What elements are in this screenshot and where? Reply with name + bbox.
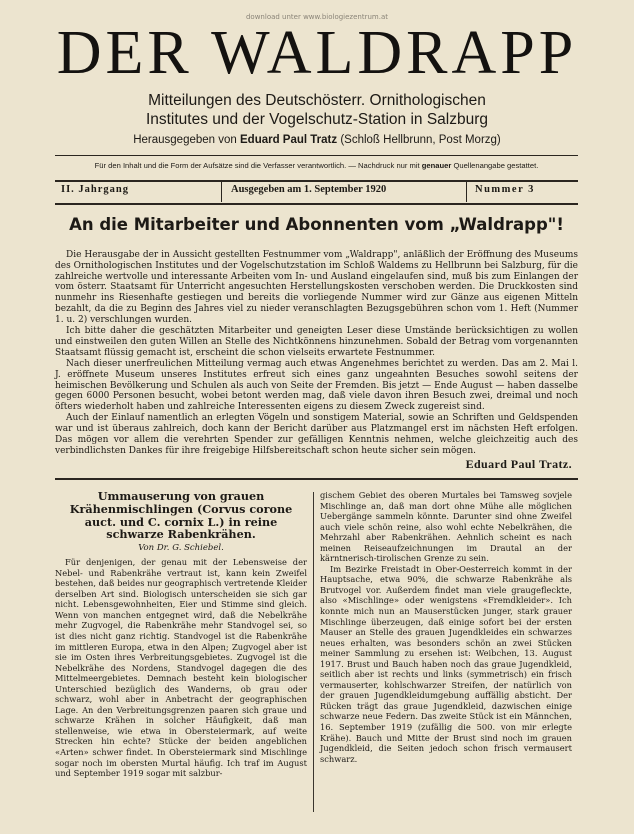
issue-separator-2 <box>466 180 467 202</box>
article-left-column <box>55 490 307 779</box>
watermark: download unter www.biologiezentrum.at <box>245 13 388 21</box>
issue-date: Ausgegeben am 1. September 1920 <box>231 184 387 195</box>
masthead-title: DER WALDRAPP <box>56 19 578 87</box>
issue-bar <box>55 180 578 202</box>
notice-paragraph: Nach dieser unerfreulichen Mitteilung vermag auch etwas Angenehmes berichtet zu werden. Das am 2. Mai l. J. eröffnete Museum unseres Institutes erfreut sich eines ganz ungeahnten Besuches sowohl seitens der heimischen Bevölkerung und Schulen als auch von Seite der Fremden. Bis jetzt — Ende August — haben dasselbe gegen 6000 Personen besucht, wobei betont werden mag, daß viele davon ihren Besuch zwei, dreimal und noch öfters wiederholt haben und zahlreiche Interessenten eigens zu diesem Zweck zugereist sind. <box>55 358 578 413</box>
issue-separator-1 <box>221 180 222 202</box>
editor-line <box>0 134 634 146</box>
subtitle-line-1: Mitteilungen des Deutschösterr. Ornithologischen <box>148 92 486 109</box>
disclaimer <box>55 161 578 170</box>
issue-bar-bottom-rule <box>55 203 578 205</box>
editor-suffix: (Schloß Hellbrunn, Post Morzg) <box>337 134 501 146</box>
issue-volume: II. Jahrgang <box>61 184 130 195</box>
notice-paragraph: Die Herausgabe der in Aussicht gestellten Festnummer vom „Waldrapp", anläßlich der Eröffnung des Museums des Ornithologischen Institutes und der Vogelschutzstation im Schloß Waldems zu Hellbrunn bei Salzburg, für die zahlreiche wertvolle und interessante Arbeiten vom In- und Ausland eingelaufen sind, muß bis zum Einlangen der vom österr. Staatsamt für Unterricht angesuchten Herstellungskosten verschoben werden. Die Druckkosten sind nunmehr ins Riesenhafte gestiegen und bereits die vorliegende Nummer wird zur Gänze aus eigenen Mitteln bezahlt, da die zu Beginn des Jahres viel zu nieder veranschlagten Bezugsgebühren schon vom 1. Heft (Nummer 1. u. 2) verschlungen wurden. <box>55 250 578 325</box>
article-paragraph: Im Bezirke Freistadt in Ober-Oesterreich kommt in der Hauptsache, etwa 90%, die schwarze Rabenkrähe als Brutvogel vor. Außerdem findet man viele graugefleckte, also «Mischlinge» oder wenigstens «Fremdkleider». Ich konnte mich nun an Mauserstücken junger, stark grauer Mischlinge überzeugen, daß einige sofort bei der ersten Mauser an Stelle des grauen Jugendkleides ein schwarzes neues erhalten, was besonders schön an zwei Stücken meiner Sammlung zu ersehen ist: Weibchen, 13. August 1917. Brust und Bauch haben noch das graue Jugendkleid, seitlich aber ist rechts und links (symmetrisch) ein frisch vermauserter, kohlschwarzer Streifen, der natürlich von der grauen Jugendkleidumgebung auffällig absticht. Der Rücken trägt das graue Jugendkleid, dazwischen einige schwarze neue Federn. Das zweite Stück ist ein Männchen, 16. September 1919 (zufällig die 500. von mir erlegte Krähe). Bauch und Mitte der Brust sind noch im grauen Jugendkleid, die Seiten jedoch schon frisch vermausert schwarz. <box>320 563 572 764</box>
article-title: Ummauserung von grauen Krähenmischlingen (Corvus corone auct. und C. cornix L.) in reine schwarze Rabenkrähen. <box>69 489 293 542</box>
notice-paragraph: Ich bitte daher die geschätzten Mitarbeiter und geneigten Leser diese Umstände berücksichtigen zu wollen und einstweilen den guten Willen an Stelle des Nichtkönnens hinzunehmen. Sobald der Betrag vom vorgenannten Staatsamt flüssig gemacht ist, erscheint die schon vielseits erwartete Festnummer. <box>55 326 578 358</box>
section-rule <box>55 478 578 480</box>
subtitle-line-2: Institutes und der Vogelschutz-Station in Salzburg <box>145 111 489 128</box>
issue-number: Nummer 3 <box>475 184 535 195</box>
editor-name: Eduard Paul Tratz <box>240 134 338 146</box>
disclaimer-bold: genauer <box>421 161 452 170</box>
disclaimer-main: Für den Inhalt und die Form der Aufsätze sind die Verfasser verantwortlich. — Nachdruck nur mit <box>94 161 422 170</box>
article-byline: Von Dr. G. Schiebel. <box>138 543 224 554</box>
header-rule <box>55 155 578 156</box>
notice-body <box>55 250 578 457</box>
disclaimer-end: Quellenangabe gestattet. <box>451 161 539 170</box>
notice-headline: An die Mitarbeiter und Abonnenten vom „Waldrapp"! <box>69 215 564 234</box>
editor-prefix: Herausgegeben von <box>133 134 240 146</box>
article-paragraph: Für denjenigen, der genau mit der Lebensweise der Nebel- und Rabenkrähe vertraut ist, kann kein Zweifel bestehen, daß beides nur geographisch vertretende Kleider derselben Art sind. Biologisch unterscheiden sie sich gar nicht. Lebensgewohnheiten, Eier und Stimme sind gleich. Wenn von manchen entgegnet wird, daß die Nebelkrähe mehr Zugvogel, die Rabenkrähe mehr Standvogel sei, so ist dies nicht ganz richtig. Standvogel ist die Rabenkrähe im mittleren Europa, etwa in den Alpen; Zugvogel aber ist sie im Osten ihres Verbreitungsgebietes. Zugvogel ist die Nebelkrähe des Nordens, Standvogel dagegen die des Mittelmeergebietes. Demnach besteht kein biologischer Unterschied bezüglich des Wanderns, ob grau oder schwarz, wohl aber in Anbetracht der geographischen Lage. An den Verbreitungsgrenzen paaren sich graue und schwarze Krähen in solcher Häufigkeit, daß man stellenweise, wie etwa in Obersteiermark, auf weite Strecken hin echte? Stücke der beiden angeblichen «Arten» schwer findet. In Obersteiermark sind Mischlinge sogar noch im obersten Murtal häufig. Ich traf im August und September 1919 sogar mit salzbur- <box>55 557 307 779</box>
notice-paragraph: Auch der Einlauf namentlich an erlegten Vögeln und sonstigem Material, sowie an Schriften und Geldspenden war und ist überaus zahlreich, doch kann der Bericht darüber aus Platzmangel erst im nächsten Heft erfolgen. Das mögen vor allem die verehrten Spender zur gefälligen Kenntnis nehmen, welche gleichzeitig auch des verbindlichsten Dankes für ihre freigebige Hilfsbereitschaft schon heute sicher sein mögen. <box>55 413 578 456</box>
article-right-column <box>320 490 572 764</box>
notice-signature: Eduard Paul Tratz. <box>465 457 572 471</box>
article-paragraph: gischem Gebiet des oberen Murtales bei Tamsweg sovjele Mischlinge an, daß man dort ohne Mühe alle möglichen Uebergänge sammeln könnte. Darunter sind ohne Zweifel auch viele schön reine, also wohl echte Nebelkrähen, die Mehrzahl aber Rabenkrähen. Aehnlich scheint es nach meinen Reiseaufzeichnungen im Drautal an der kärntnerisch-tirolischen Grenze zu sein. <box>320 490 572 564</box>
column-separator <box>313 492 314 812</box>
